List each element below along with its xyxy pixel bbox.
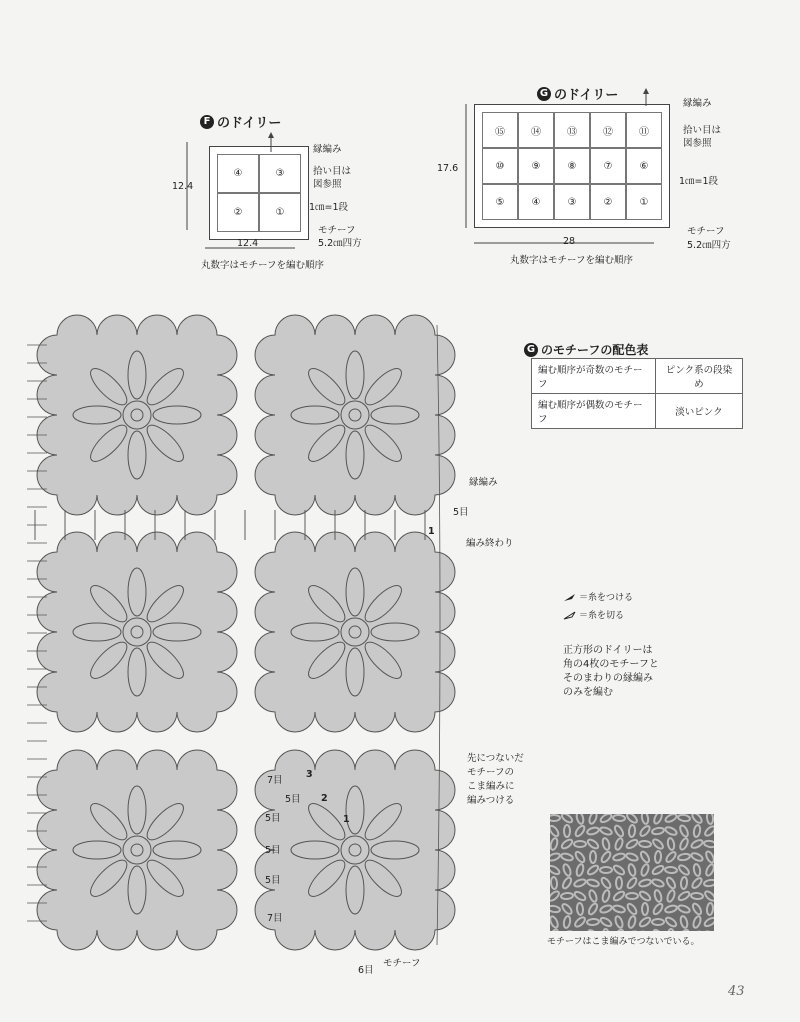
doily-g-edge-note: 縁編み [683,98,712,109]
chart-label-prev-1: 先につないだ [467,753,524,764]
table-row [532,394,743,429]
doily-g-pickup-note-2: 図参照 [683,138,712,149]
crochet-motif [255,532,455,732]
grid-cell: ③ [259,154,301,193]
lace-photo-texture [550,814,714,931]
chart-label-7a: 7目 [267,775,283,786]
chart-label-row5: 5目 [453,507,469,518]
chart-round-1: 1 [343,814,350,825]
grid-cell: ④ [518,184,554,220]
chart-label-edge: 縁編み [469,477,498,488]
color-table-title [524,341,648,358]
legend-attach [563,590,633,603]
doily-f-edge-note: 縁編み [313,144,342,155]
grid-cell: ⑦ [590,148,626,184]
cut-yarn-icon [563,610,577,620]
doily-f-width: 12.4 [237,238,259,249]
table-row [532,359,743,394]
doily-g-motif-size: 5.2㎝四方 [687,240,731,251]
grid-cell: ⑥ [626,148,662,184]
page-number: 43 [728,984,745,999]
color-table-badge: G [524,343,538,357]
chart-label-prev-4: 編みつける [467,795,515,806]
chart-round-2: 2 [321,793,328,804]
crochet-motif [37,315,237,515]
legend-note-3: そのまわりの縁編み [563,673,653,684]
crochet-motif [37,532,237,732]
chart-label-5d: 5目 [265,875,281,886]
chart-label-5b: 5目 [265,813,281,824]
chart-label-7b: 7目 [267,913,283,924]
legend-note-2: 角の4枚のモチーフと [563,659,659,670]
grid-cell: ① [626,184,662,220]
crochet-motif [255,315,455,515]
doily-f-motif-note: モチーフ [318,225,356,236]
doily-g-badge: G [537,87,551,101]
legend-cut [563,608,624,621]
doily-g-caption: 丸数字はモチーフを編む順序 [510,255,634,266]
doily-f-title-text: のドイリー [217,116,282,131]
table-cell: 編む順序が偶数のモチーフ [532,394,656,429]
doily-f-motif-size: 5.2㎝四方 [318,238,362,249]
doily-g-motif-note: モチーフ [687,226,725,237]
chart-label-prev-3: こま編みに [467,781,515,792]
legend-cut-text: ＝糸を切る [579,611,625,621]
attach-yarn-icon [563,592,577,602]
doily-f-pickup-note-2: 図参照 [313,179,342,190]
chart-label-motif: モチーフ [383,958,421,969]
doily-f-caption: 丸数字はモチーフを編む順序 [201,260,325,271]
chart-label-5c: 5目 [265,845,281,856]
doily-f-title [200,112,281,131]
doily-f-pickup-note: 拾い目は [313,166,352,177]
color-table-title-text: のモチーフの配色表 [541,343,649,357]
legend-note-4: のみを編む [563,687,613,698]
grid-cell: ⑬ [554,112,590,148]
grid-cell: ⑮ [482,112,518,148]
grid-cell: ⑨ [518,148,554,184]
crochet-motif [255,750,455,950]
table-cell: ピンク系の段染め [655,359,742,394]
grid-cell: ④ [217,154,259,193]
legend-attach-text: ＝糸をつける [579,593,634,603]
chart-round-3: 3 [306,769,313,780]
doily-g-row-note: 1㎝=1段 [679,176,719,187]
grid-cell: ② [217,193,259,232]
doily-g-width: 28 [563,236,576,247]
doily-f-badge: F [200,115,214,129]
photo-caption: モチーフはこま編みでつないでいる。 [547,937,700,947]
doily-g-dimensions [440,88,680,248]
grid-cell: ⑤ [482,184,518,220]
chart-label-prev-2: モチーフの [467,767,515,778]
grid-cell: ③ [554,184,590,220]
lace-photo [550,814,714,931]
legend-note-1: 正方形のドイリーは [563,645,653,656]
chart-round-end: 1 [428,526,435,537]
doily-f-row-note: 1㎝=1段 [309,202,349,213]
grid-cell: ⑭ [518,112,554,148]
chart-label-6: 6目 [358,965,374,976]
table-cell: 淡いピンク [655,394,742,429]
crochet-motif [37,750,237,950]
doily-g-pickup-note: 拾い目は [683,125,722,136]
grid-cell: ① [259,193,301,232]
table-cell: 編む順序が奇数のモチーフ [532,359,656,394]
grid-cell: ⑪ [626,112,662,148]
chart-label-5a: 5目 [285,794,301,805]
grid-cell: ② [590,184,626,220]
grid-cell: ⑫ [590,112,626,148]
grid-cell: ⑩ [482,148,518,184]
doily-f-height: 12.4 [172,181,194,192]
doily-g-title-text: のドイリー [554,88,619,103]
doily-g-height: 17.6 [437,163,459,174]
crochet-chart [25,305,465,965]
grid-cell: ⑧ [554,148,590,184]
chart-label-end: 編み終わり [466,538,514,549]
color-table [531,358,743,429]
